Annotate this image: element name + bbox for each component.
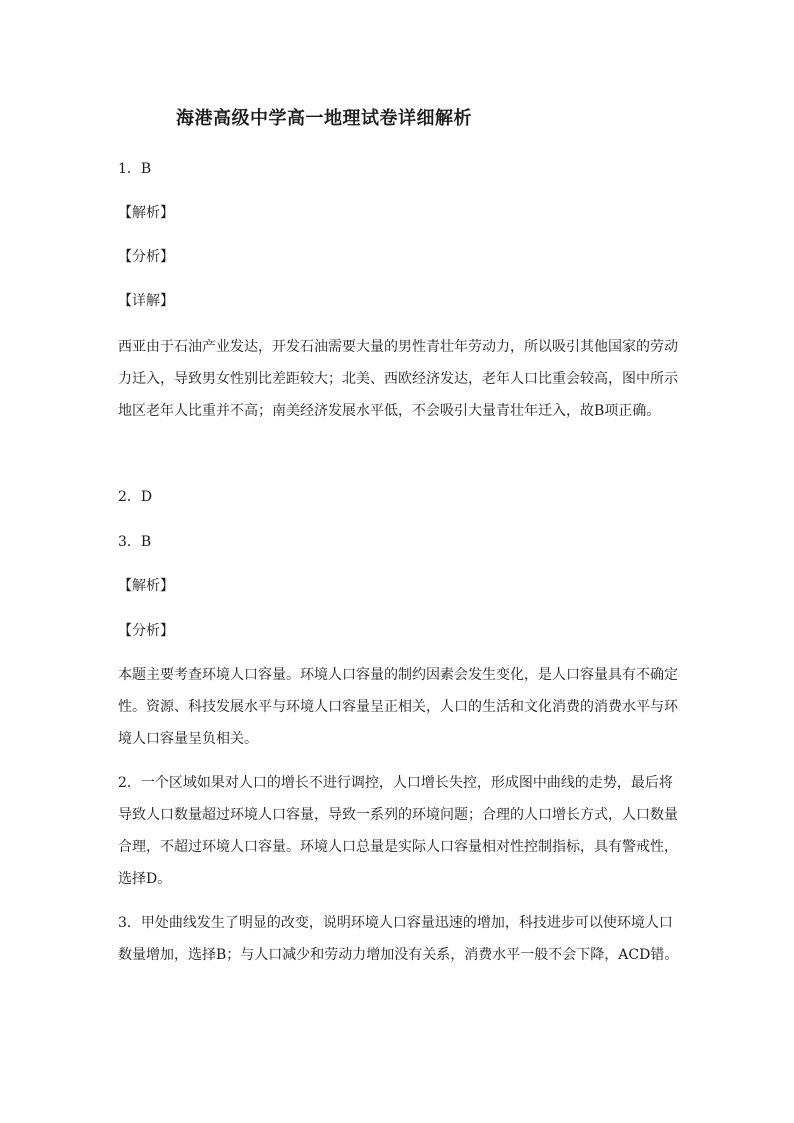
q3-answer: 3．B: [118, 534, 152, 550]
q1-explanation-paragraph: [118, 331, 684, 427]
q2-explanation-line: 2．一个区域如果对人口的增长不进行调控，人口增长失控，形成图中曲线的走势，最后将: [118, 775, 673, 791]
q2-explanation-paragraph: [118, 767, 684, 895]
document-title: 海港高级中学高一地理试卷详细解析: [176, 108, 472, 129]
q23-fenxi-heading: 【分析】: [118, 623, 174, 639]
q1-fenxi-heading: 【分析】: [118, 249, 174, 265]
q2-explanation-line: 导致人口数量超过环境人口容量，导致一系列的环境问题；合理的人口增长方式，人口数量: [118, 807, 678, 823]
q2-explanation-line: 选择D。: [118, 871, 172, 887]
analysis-paragraph: [118, 659, 684, 755]
analysis-line: 性。资源、科技发展水平与环境人口容量呈正相关，人口的生活和文化消费的消费水平与环: [118, 699, 678, 715]
q23-jiexi-heading: 【解析】: [118, 578, 174, 594]
q3-explanation-line: 数量增加，选择B；与人口减少和劳动力增加没有关系，消费水平一般不会下降，ACD错。: [118, 947, 679, 963]
q2-answer: 2．D: [118, 489, 153, 505]
analysis-line: 本题主要考查环境人口容量。环境人口容量的制约因素会发生变化，是人口容量具有不确定: [118, 667, 678, 683]
q1-explanation-line: 西亚由于石油产业发达，开发石油需要大量的男性青壮年劳动力，所以吸引其他国家的劳动: [118, 339, 678, 355]
q1-answer: 1．B: [118, 161, 152, 177]
q1-explanation-line: 地区老年人比重并不高；南美经济发展水平低，不会吸引大量青壮年迁入，故B项正确。: [118, 403, 661, 419]
q3-explanation-line: 3．甲处曲线发生了明显的改变，说明环境人口容量迅速的增加，科技进步可以使环境人口: [118, 915, 673, 931]
q1-explanation-line: 力迁入，导致男女性别比差距较大；北美、西欧经济发达，老年人口比重会较高，图中所示: [118, 371, 678, 387]
q1-jiexi-heading: 【解析】: [118, 205, 174, 221]
analysis-line: 境人口容量呈负相关。: [118, 731, 258, 747]
q2-explanation-line: 合理，不超过环境人口容量。环境人口总量是实际人口容量相对性控制指标，具有警戒性，: [118, 839, 678, 855]
q1-xiangjie-heading: 【详解】: [118, 293, 174, 309]
q3-explanation-paragraph: [118, 907, 684, 971]
